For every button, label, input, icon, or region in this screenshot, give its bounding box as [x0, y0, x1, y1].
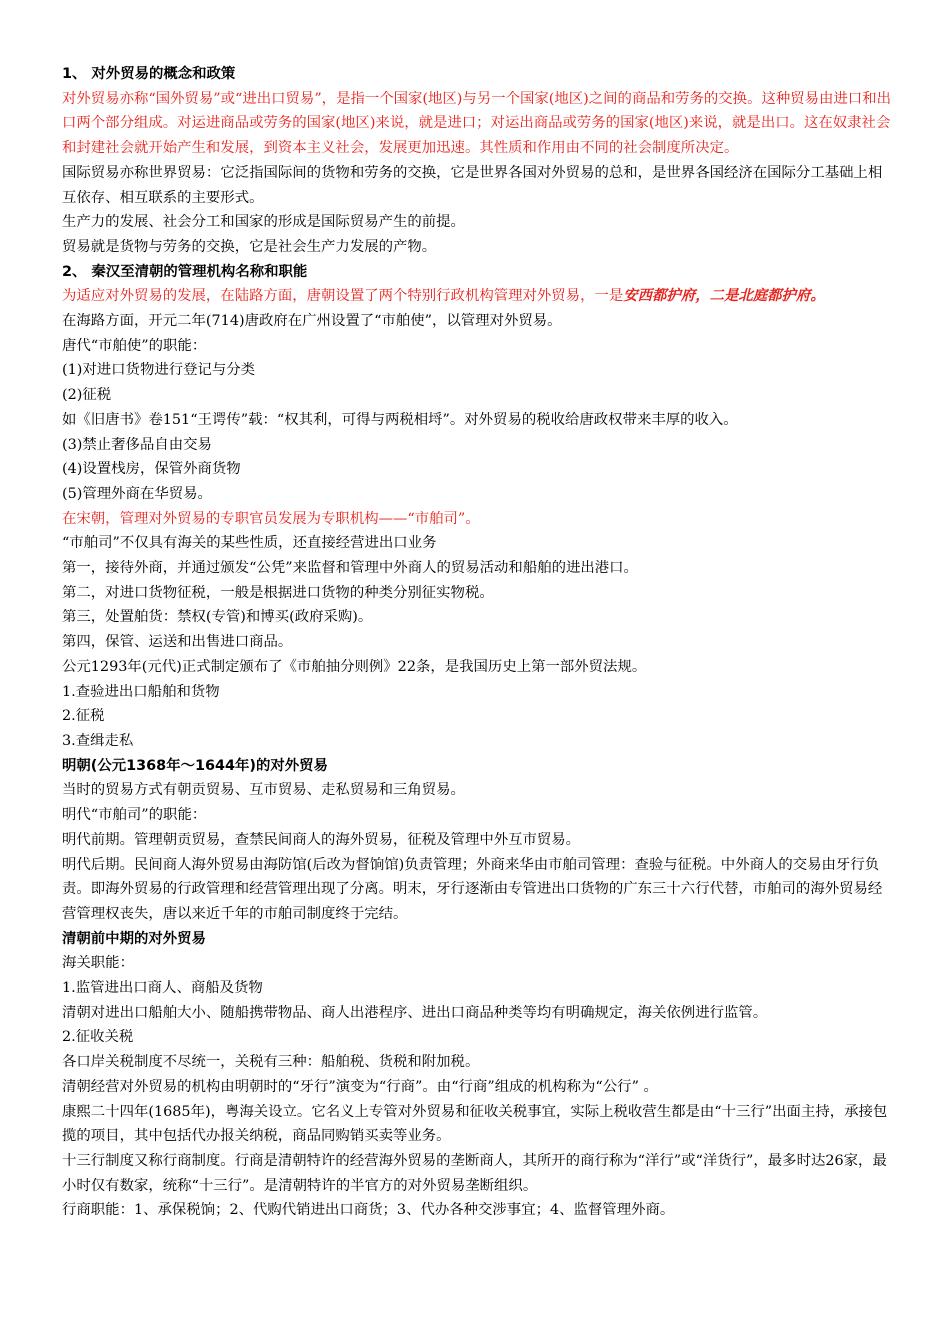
section-heading-1: 1、 对外贸易的概念和政策 — [62, 66, 236, 82]
list-item: (1)对进口货物进行登记与分类 — [62, 362, 256, 379]
list-item: (4)设置栈房，保管外商货物 — [62, 461, 241, 478]
paragraph: 当时的贸易方式有朝贡贸易、互市贸易、走私贸易和三角贸易。 — [62, 782, 465, 799]
list-item: 1.查验进出口船舶和货物 — [62, 683, 220, 700]
paragraph: 国际贸易亦称世界贸易：它泛指国际间的货物和劳务的交换，它是世界各国对外贸易的总和，是世界各国经济在国际分工基础上相互依存、相互联系的主要形式。 — [62, 164, 883, 206]
section-heading-ming: 明朝(公元1368年～1644年)的对外贸易 — [62, 757, 328, 774]
list-item: (3)禁止奢侈品自由交易 — [62, 436, 212, 453]
paragraph-red-mixed — [62, 284, 892, 309]
paragraph: 康熙二十四年(1685年)，粤海关设立。它名义上专管对外贸易和征收关税事宜，实际上税收营生都是由“十三行”出面主持，承接包揽的项目，其中包括代办报关纳税，商品同购销买卖等业务。 — [62, 1103, 888, 1145]
list-item: (2)征税 — [62, 387, 112, 404]
document-page — [62, 62, 892, 1223]
paragraph: 清朝经营对外贸易的机构由明朝时的“牙行”演变为“行商”。由“行商”组成的机构称为“公行” 。 — [62, 1078, 658, 1095]
list-item: 2.征收关税 — [62, 1029, 134, 1046]
paragraph: 明代前期。管理朝贡贸易，查禁民间商人的海外贸易，征税及管理中外互市贸易。 — [62, 831, 581, 848]
section-heading-2: 2、 秦汉至清朝的管理机构名称和职能 — [62, 263, 308, 280]
paragraph: “市舶司”不仅具有海关的某些性质，还直接经营进出口业务 — [62, 535, 437, 552]
paragraph: 第三，处置舶货：禁权(专管)和博买(政府采购)。 — [62, 609, 373, 626]
paragraph-red-text: 为适应对外贸易的发展，在陆路方面，唐朝设置了两个特别行政机构管理对外贸易，一是 — [62, 288, 624, 305]
section-heading-qing: 清朝前中期的对外贸易 — [62, 930, 206, 947]
list-item: 2.征税 — [62, 708, 105, 725]
paragraph: 如《旧唐书》卷151“王谔传”载：“权其利，可得与两税相埒”。对外贸易的税收给唐政权带来丰厚的收入。 — [62, 411, 738, 428]
paragraph-red: 在宋朝，管理对外贸易的专职官员发展为专职机构——“市舶司”。 — [62, 510, 480, 527]
paragraph: 在海路方面，开元二年(714)唐政府在广州设置了“市舶使”，以管理对外贸易。 — [62, 313, 562, 330]
paragraph: 行商职能：1、承保税饷；2、代购代销进出口商货；3、代办各种交涉事宜；4、监督管理外商。 — [62, 1202, 675, 1219]
paragraph: 生产力的发展、社会分工和国家的形成是国际贸易产生的前提。 — [62, 214, 465, 231]
paragraph: 贸易就是货物与劳务的交换，它是社会生产力发展的产物。 — [62, 238, 437, 255]
paragraph: 第四，保管、运送和出售进口商品。 — [62, 634, 293, 651]
emphasis-text: 安西都护府，二是北庭都护府。 — [623, 287, 825, 305]
paragraph: 各口岸关税制度不尽统一，关税有三种：船舶税、货税和附加税。 — [62, 1054, 480, 1071]
paragraph-red: 对外贸易亦称“国外贸易”或“进出口贸易”，是指一个国家(地区)与另一个国家(地区)之间的商品和劳务的交换。这种贸易由进口和出口两个部分组成。对运进商品或劳务的国家(地区)来说，就是进口；对运出商品或劳务的国家(地区)来说，就是出口。这在奴隶社会和封建社会就开始产生和发展，到资本主义社会，发展更加迅速。其性质和作用由不同的社会制度所决定。 — [62, 90, 891, 157]
list-item: 1.监管进出口商人、商船及货物 — [62, 980, 263, 997]
paragraph: 第一，接待外商，并通过颁发“公凭”来监督和管理中外商人的贸易活动和船舶的进出港口。 — [62, 560, 638, 577]
paragraph: 明代“市舶司”的职能： — [62, 807, 207, 824]
paragraph: 唐代“市舶使”的职能： — [62, 337, 207, 354]
paragraph: 十三行制度又称行商制度。行商是清朝特许的经营海外贸易的垄断商人，其所开的商行称为“洋行”或“洋货行”，最多时达26家，最小时仅有数家，统称“十三行”。是清朝特许的半官方的对外贸易垄断组织。 — [62, 1152, 887, 1194]
paragraph: 明代后期。民间商人海外贸易由海防馆(后改为督饷馆)负责管理；外商来华由市舶司管理：查验与征税。中外商人的交易由牙行负责。即海外贸易的行政管理和经营管理出现了分离。明末，牙行逐渐由专管进出口货物的广东三十六行代替，市舶司的海外贸易经营管理权丧失，唐以来近千年的市舶司制度终于完结。 — [62, 856, 883, 922]
list-item: (5)管理外商在华贸易。 — [62, 485, 212, 502]
paragraph: 第二，对进口货物征税，一般是根据进口货物的种类分别征实物税。 — [62, 584, 494, 601]
paragraph: 公元1293年(元代)正式制定颁布了《市舶抽分则例》22条，是我国历史上第一部外贸法规。 — [62, 658, 647, 675]
list-item: 3.查缉走私 — [62, 732, 134, 749]
paragraph: 清朝对进出口船舶大小、随船携带物品、商人出港程序、进出口商品种类等均有明确规定，海关依例进行监管。 — [62, 1004, 768, 1021]
paragraph: 海关职能： — [62, 955, 134, 972]
